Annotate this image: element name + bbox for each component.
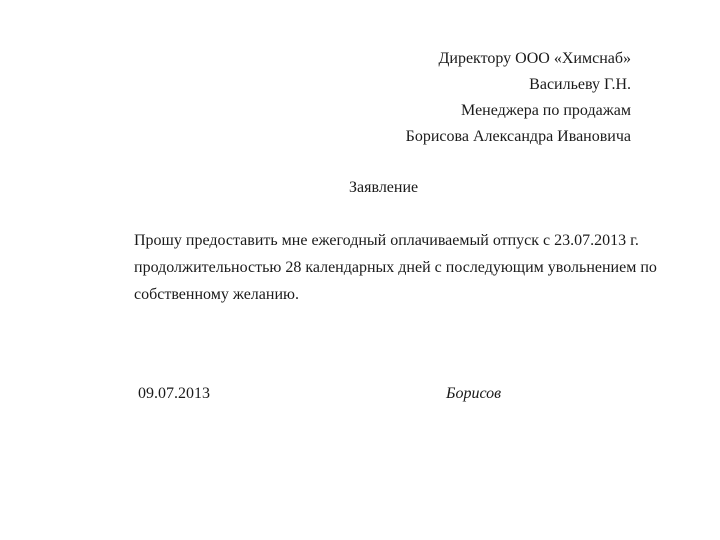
signature: Борисов <box>446 385 502 402</box>
addressee-director: Директору ООО «Химснаб» <box>438 50 631 67</box>
statement-line-1: Прошу предоставить мне ежегодный оплачиваемый отпуск с 23.07.2013 г. <box>134 232 639 249</box>
document-title: Заявление <box>349 179 419 196</box>
statement-body <box>134 227 657 308</box>
addressee-block <box>406 46 631 150</box>
sender-name: Борисова Александра Ивановича <box>405 128 631 145</box>
statement-line-2: продолжительностью 28 календарных дней с последующим увольнением по <box>134 259 657 276</box>
document-date: 09.07.2013 <box>138 385 210 402</box>
statement-line-3: собственному желанию. <box>134 286 299 303</box>
sender-position: Менеджера по продажам <box>461 102 631 119</box>
addressee-name: Васильеву Г.Н. <box>529 76 631 93</box>
